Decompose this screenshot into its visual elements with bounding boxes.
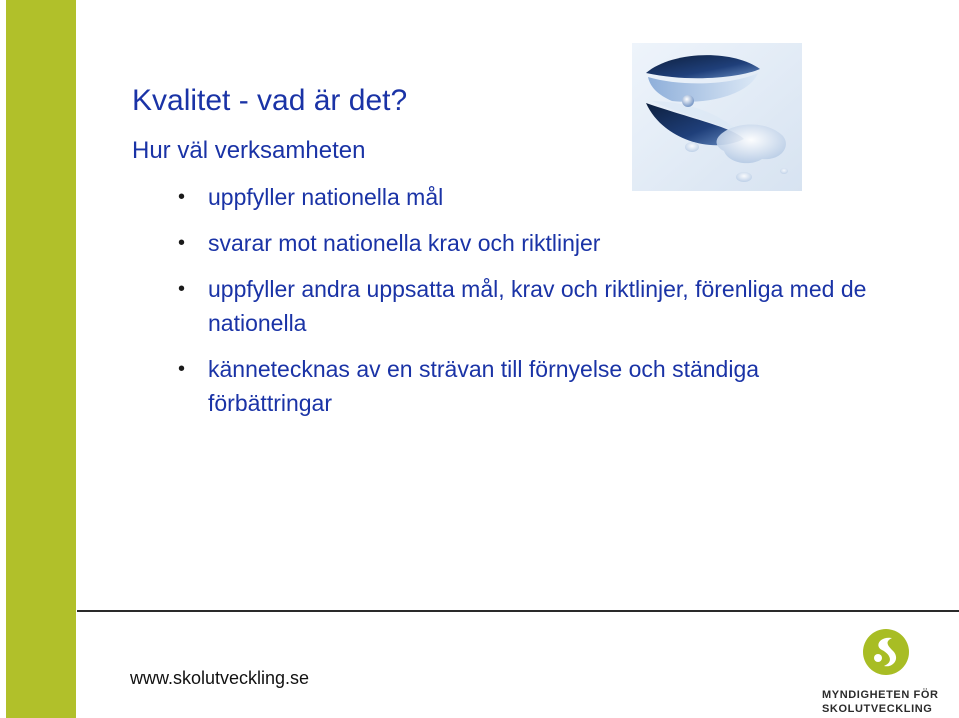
footer-url: www.skolutveckling.se (130, 668, 310, 688)
sidebar-accent-bar (6, 0, 76, 718)
footer-divider (77, 610, 959, 612)
bullet-icon: • (178, 186, 186, 208)
bullet-text: svarar mot nationella krav och riktlinjer (208, 230, 601, 256)
bullet-text: uppfyller andra uppsatta mål, krav och riktlinjer, förenliga med de nationella (208, 276, 867, 336)
mussel-photo (632, 43, 802, 191)
slide-title: Kvalitet - vad är det? (132, 84, 408, 117)
logo-line-1: MYNDIGHETEN FÖR (822, 689, 939, 701)
bullet-item (178, 352, 878, 420)
logo-line-2: SKOLUTVECKLING (822, 703, 933, 715)
bullet-icon: • (178, 358, 186, 380)
bullet-list (178, 180, 878, 432)
slide-subtitle: Hur väl verksamheten (132, 137, 366, 164)
sidebar-notch (76, 0, 80, 18)
bullet-icon: • (178, 232, 186, 254)
logo-wordmark (822, 688, 950, 716)
bullet-item (178, 272, 878, 340)
bullet-text: kännetecknas av en strävan till förnyelse och ständiga förbättringar (208, 356, 760, 416)
bullet-icon: • (178, 278, 186, 300)
bullet-item (178, 226, 878, 260)
logo-swirl-icon (862, 628, 910, 676)
bullet-text: uppfyller nationella mål (208, 184, 444, 210)
